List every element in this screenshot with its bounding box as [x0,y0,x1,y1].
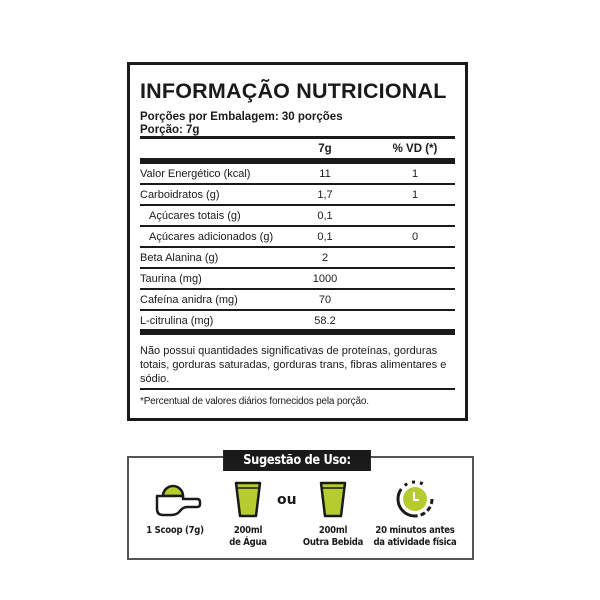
row-amount: 2 [321,252,329,264]
table-row [140,227,455,248]
usage-title: Sugestão de Uso: [223,450,371,471]
row-amount: 58.2 [314,315,336,327]
or-label: ou [277,492,297,508]
table-row [140,206,455,227]
row-label: Carboidratos (g) [140,189,220,201]
glass-icon [318,479,348,519]
usage-item-timing [365,479,465,549]
usage-caption-line2: da atividade física [373,537,457,548]
usage-item-water [208,479,288,549]
row-dv: 1 [411,189,419,201]
table-row [140,164,455,185]
row-label: L-citrulina (mg) [140,315,214,327]
nutrition-title: INFORMAÇÃO NUTRICIONAL [140,79,447,103]
divider-rule [140,136,455,139]
table-row [140,290,455,311]
row-amount: 0,1 [317,231,333,243]
row-amount: 70 [318,294,332,306]
scoop-icon [147,479,203,519]
divider-rule [140,388,455,390]
usage-caption-line2: Outra Bebida [302,537,364,548]
row-label: Cafeína anidra (mg) [140,294,238,306]
table-row [140,248,455,269]
servings-per-package: Porções por Embalagem: 30 porções [140,111,343,123]
glass-icon [233,479,263,519]
thick-divider [140,329,455,335]
usage-caption-line1: 200ml [233,525,263,536]
usage-caption-line1: 20 minutos antes [375,525,455,536]
table-row [140,269,455,290]
usage-caption-line1: 200ml [318,525,348,536]
row-label: Valor Energético (kcal) [140,168,251,180]
daily-value-footnote: *Percentual de valores diários fornecidos pela porção. [140,396,369,407]
row-amount: 1000 [312,273,338,285]
column-header-dv: % VD (*) [392,143,438,155]
row-label: Açúcares totais (g) [149,210,241,222]
usage-caption-line2: de Água [229,537,267,548]
row-label: Taurina (mg) [140,273,202,285]
nutrition-note: Não possui quantidades significativas de proteínas, gorduras totais, gorduras saturadas, gorduras trans, fibras alimentares e sódio. [140,345,447,385]
row-amount: 0,1 [317,210,333,222]
table-row [140,185,455,206]
row-amount: 11 [319,168,331,180]
row-amount: 1,7 [317,189,333,201]
row-label: Beta Alanina (g) [140,252,219,264]
row-dv: 1 [411,168,419,180]
serving-size: Porção: 7g [140,124,200,136]
clock-icon [395,479,435,519]
nutrition-facts-panel [127,62,468,421]
row-dv: 0 [411,231,419,243]
usage-item-scoop [130,479,220,537]
row-label: Açúcares adicionados (g) [149,231,274,243]
column-header-amount: 7g [318,143,332,155]
usage-caption: 1 Scoop (7g) [146,525,204,536]
